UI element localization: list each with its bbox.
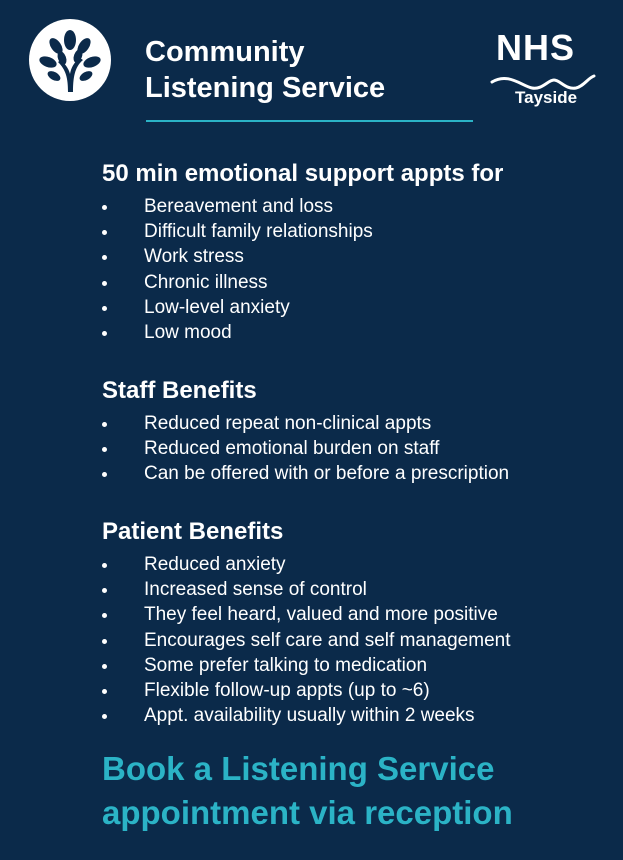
nhs-region-label: Tayside — [515, 88, 578, 107]
section-heading: 50 min emotional support appts for — [102, 160, 504, 187]
title-line-2: Listening Service — [145, 72, 386, 104]
nhs-logo-letters: NHS — [496, 27, 576, 68]
bullet-icon — [102, 205, 107, 210]
bullet-icon — [102, 639, 107, 644]
bullet-icon — [102, 447, 107, 452]
list-item: Chronic illness — [102, 270, 503, 295]
bullet-icon — [102, 281, 107, 286]
bullet-icon — [102, 255, 107, 260]
bullet-icon — [102, 230, 107, 235]
list-item: Reduced repeat non-clinical appts — [102, 411, 509, 436]
page-title — [145, 34, 385, 106]
bullet-icon — [102, 613, 107, 618]
bullet-icon — [102, 472, 107, 477]
list-item: Flexible follow-up appts (up to ~6) — [102, 678, 511, 703]
list-item: Increased sense of control — [102, 577, 511, 602]
nhs-logo — [488, 26, 598, 110]
list-item: Reduced emotional burden on staff — [102, 436, 509, 461]
list-item: They feel heard, valued and more positive — [102, 602, 511, 627]
list-item: Work stress — [102, 244, 503, 269]
cta-line-1: Book a Listening Service — [102, 750, 495, 787]
bullet-icon — [102, 331, 107, 336]
list-item: Reduced anxiety — [102, 552, 511, 577]
bullet-icon — [102, 689, 107, 694]
list-item: Can be offered with or before a prescription — [102, 461, 509, 486]
list-item: Encourages self care and self management — [102, 628, 511, 653]
support-list — [102, 194, 503, 345]
bullet-icon — [102, 664, 107, 669]
list-item: Some prefer talking to medication — [102, 653, 511, 678]
title-divider — [146, 120, 473, 122]
support-section — [102, 160, 503, 345]
patient-benefits-section — [102, 518, 511, 728]
bullet-icon — [102, 306, 107, 311]
tree-icon — [28, 18, 112, 102]
title-line-1: Community — [145, 36, 305, 68]
list-item: Bereavement and loss — [102, 194, 503, 219]
staff-benefits-section — [102, 377, 509, 487]
list-item: Difficult family relationships — [102, 219, 503, 244]
list-item: Low mood — [102, 320, 503, 345]
list-item: Appt. availability usually within 2 weeks — [102, 703, 511, 728]
bullet-icon — [102, 588, 107, 593]
section-heading: Staff Benefits — [102, 377, 257, 404]
bullet-icon — [102, 714, 107, 719]
bullet-icon — [102, 422, 107, 427]
staff-benefits-list — [102, 411, 509, 487]
list-item: Low-level anxiety — [102, 295, 503, 320]
bullet-icon — [102, 563, 107, 568]
cta-line-2: appointment via reception — [102, 794, 513, 831]
call-to-action — [102, 747, 513, 835]
section-heading: Patient Benefits — [102, 518, 284, 545]
patient-benefits-list — [102, 552, 511, 728]
